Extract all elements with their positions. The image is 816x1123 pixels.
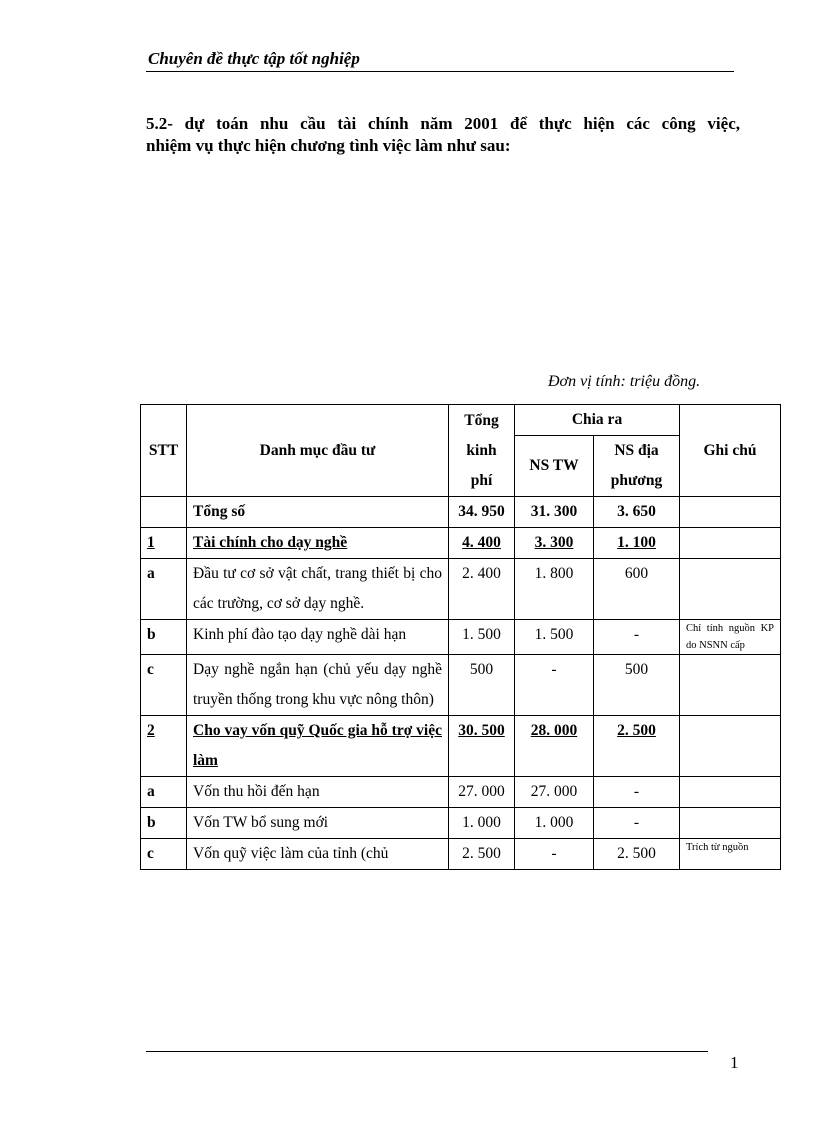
footer-divider — [146, 1051, 708, 1052]
table-row-section-1 — [141, 528, 781, 559]
cell-central: 1. 800 — [515, 559, 594, 620]
section-heading-line-2: nhiệm vụ thực hiện chương tình việc làm như sau: — [146, 136, 511, 155]
table-row — [141, 655, 781, 716]
cell-item: Dạy nghề ngắn hạn (chủ yếu dạy nghề truyền thống trong khu vực nông thôn) — [187, 655, 449, 716]
cell-item: Kinh phí đào tạo dạy nghề dài hạn — [187, 620, 449, 655]
table-row — [141, 808, 781, 839]
cell-total: 34. 950 — [449, 497, 515, 528]
cell-local: 2. 500 — [594, 839, 680, 870]
cell-item: Vốn quỹ việc làm của tỉnh (chủ — [187, 839, 449, 870]
cell-stt: b — [141, 620, 187, 655]
header-total-line-3: phí — [470, 471, 493, 489]
header-split: Chia ra — [515, 405, 680, 436]
cell-note — [680, 528, 781, 559]
cell-local: 1. 100 — [594, 528, 680, 559]
cell-stt: a — [141, 559, 187, 620]
cell-central: - — [515, 839, 594, 870]
section-heading-line-1: 5.2- dự toán nhu cầu tài chính năm 2001 để thực hiện các công việc, — [146, 114, 740, 133]
cell-stt: b — [141, 808, 187, 839]
cell-total: 2. 400 — [449, 559, 515, 620]
cell-central: 27. 000 — [515, 777, 594, 808]
cell-local: 3. 650 — [594, 497, 680, 528]
budget-table — [140, 404, 781, 870]
cell-item: Đầu tư cơ sở vật chất, trang thiết bị cho các trường, cơ sở dạy nghề. — [187, 559, 449, 620]
cell-note — [680, 655, 781, 716]
table-row-total — [141, 497, 781, 528]
cell-stt: c — [141, 839, 187, 870]
cell-total: 2. 500 — [449, 839, 515, 870]
unit-note: Đơn vị tính: triệu đồng. — [548, 373, 701, 390]
cell-central: 31. 300 — [515, 497, 594, 528]
header-stt: STT — [141, 405, 187, 497]
cell-note — [680, 559, 781, 620]
cell-local: - — [594, 808, 680, 839]
header-note: Ghi chú — [680, 405, 781, 497]
cell-note: Chỉ tính nguồn KP do NSNN cấp — [680, 620, 781, 655]
cell-note — [680, 716, 781, 777]
cell-central: 28. 000 — [515, 716, 594, 777]
header-local-budget — [594, 436, 680, 497]
header-total-line-1: Tổng — [464, 411, 499, 429]
table-row — [141, 839, 781, 870]
table-row-section-2 — [141, 716, 781, 777]
cell-total: 500 — [449, 655, 515, 716]
page-number: 1 — [730, 1053, 739, 1072]
cell-note — [680, 808, 781, 839]
table-header-row — [141, 405, 781, 436]
header-total-line-2: kinh — [466, 441, 497, 459]
cell-local: 2. 500 — [594, 716, 680, 777]
cell-local: - — [594, 777, 680, 808]
cell-item: Cho vay vốn quỹ Quốc gia hỗ trợ việc làm — [187, 716, 449, 777]
cell-local: - — [594, 620, 680, 655]
cell-item: Tổng số — [187, 497, 449, 528]
cell-stt — [141, 497, 187, 528]
cell-total: 30. 500 — [449, 716, 515, 777]
cell-item: Tài chính cho dạy nghề — [187, 528, 449, 559]
cell-item: Vốn thu hồi đến hạn — [187, 777, 449, 808]
header-local-line-1: NS địa — [614, 442, 659, 459]
cell-stt: 2 — [141, 716, 187, 777]
cell-stt: a — [141, 777, 187, 808]
section-heading — [146, 113, 740, 157]
document-header-title: Chuyên đề thực tập tốt nghiệp — [148, 49, 360, 68]
cell-central: 3. 300 — [515, 528, 594, 559]
cell-local: 600 — [594, 559, 680, 620]
cell-central: - — [515, 655, 594, 716]
cell-total: 4. 400 — [449, 528, 515, 559]
cell-note — [680, 777, 781, 808]
table-row — [141, 559, 781, 620]
cell-note — [680, 497, 781, 528]
table-row — [141, 777, 781, 808]
cell-total: 27. 000 — [449, 777, 515, 808]
cell-central: 1. 000 — [515, 808, 594, 839]
cell-note: Trích từ nguồn — [680, 839, 781, 870]
cell-central: 1. 500 — [515, 620, 594, 655]
header-total — [449, 405, 515, 497]
cell-total: 1. 500 — [449, 620, 515, 655]
cell-local: 500 — [594, 655, 680, 716]
header-central-budget: NS TW — [515, 436, 594, 497]
table-row — [141, 620, 781, 655]
header-category: Danh mục đầu tư — [187, 405, 449, 497]
cell-total: 1. 000 — [449, 808, 515, 839]
header-divider — [146, 71, 734, 72]
cell-item: Vốn TW bổ sung mới — [187, 808, 449, 839]
cell-stt: 1 — [141, 528, 187, 559]
cell-stt: c — [141, 655, 187, 716]
header-local-line-2: phương — [610, 472, 663, 489]
